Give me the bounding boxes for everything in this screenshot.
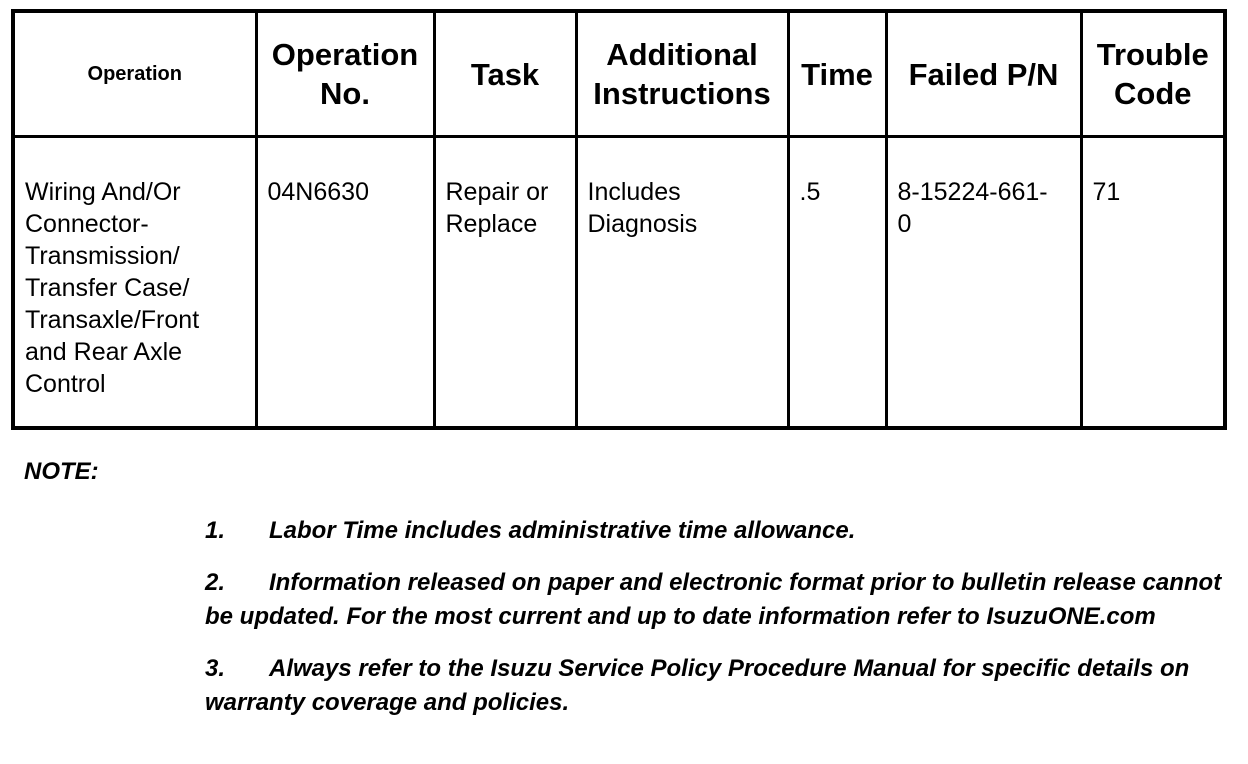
table-row <box>15 137 1223 427</box>
note-item <box>205 514 1235 548</box>
cell-failed-pn: 8-15224-661- 0 <box>886 137 1081 427</box>
header-task: Task <box>434 13 576 137</box>
cell-task: Repair or Replace <box>434 137 576 427</box>
note-text: Information released on paper and electronic format prior to bulletin release cannot be updated. For the most current and up to date information refer to IsuzuONE.com <box>205 569 1222 630</box>
cell-additional-instructions: Includes Diagnosis <box>576 137 788 427</box>
note-text: Labor Time includes administrative time allowance. <box>269 517 856 544</box>
note-text: Always refer to the Isuzu Service Policy Procedure Manual for specific details on warranty coverage and policies. <box>205 655 1190 716</box>
note-title: NOTE: <box>24 458 99 485</box>
note-item <box>205 566 1235 634</box>
header-trouble-code: Trouble Code <box>1081 13 1223 137</box>
cell-trouble-code: 71 <box>1081 137 1223 427</box>
cell-operation-no: 04N6630 <box>256 137 434 427</box>
header-operation: Operation <box>15 13 256 137</box>
labor-operation-table <box>15 13 1223 426</box>
cell-time: .5 <box>788 137 886 427</box>
cell-operation: Wiring And/Or Connector- Transmission/ Transfer Case/ Transaxle/Front and Rear Axle Control <box>15 137 256 427</box>
header-additional-instructions: Additional Instructions <box>576 13 788 137</box>
table-header-row <box>15 13 1223 137</box>
labor-table-container <box>11 9 1227 430</box>
header-failed-pn: Failed P/N <box>886 13 1081 137</box>
header-time: Time <box>788 13 886 137</box>
note-number: 3. <box>205 655 226 682</box>
header-operation-no: Operation No. <box>256 13 434 137</box>
notes-list <box>205 514 1235 738</box>
note-number: 1. <box>205 517 226 544</box>
note-item <box>205 652 1235 720</box>
note-number: 2. <box>205 569 226 596</box>
